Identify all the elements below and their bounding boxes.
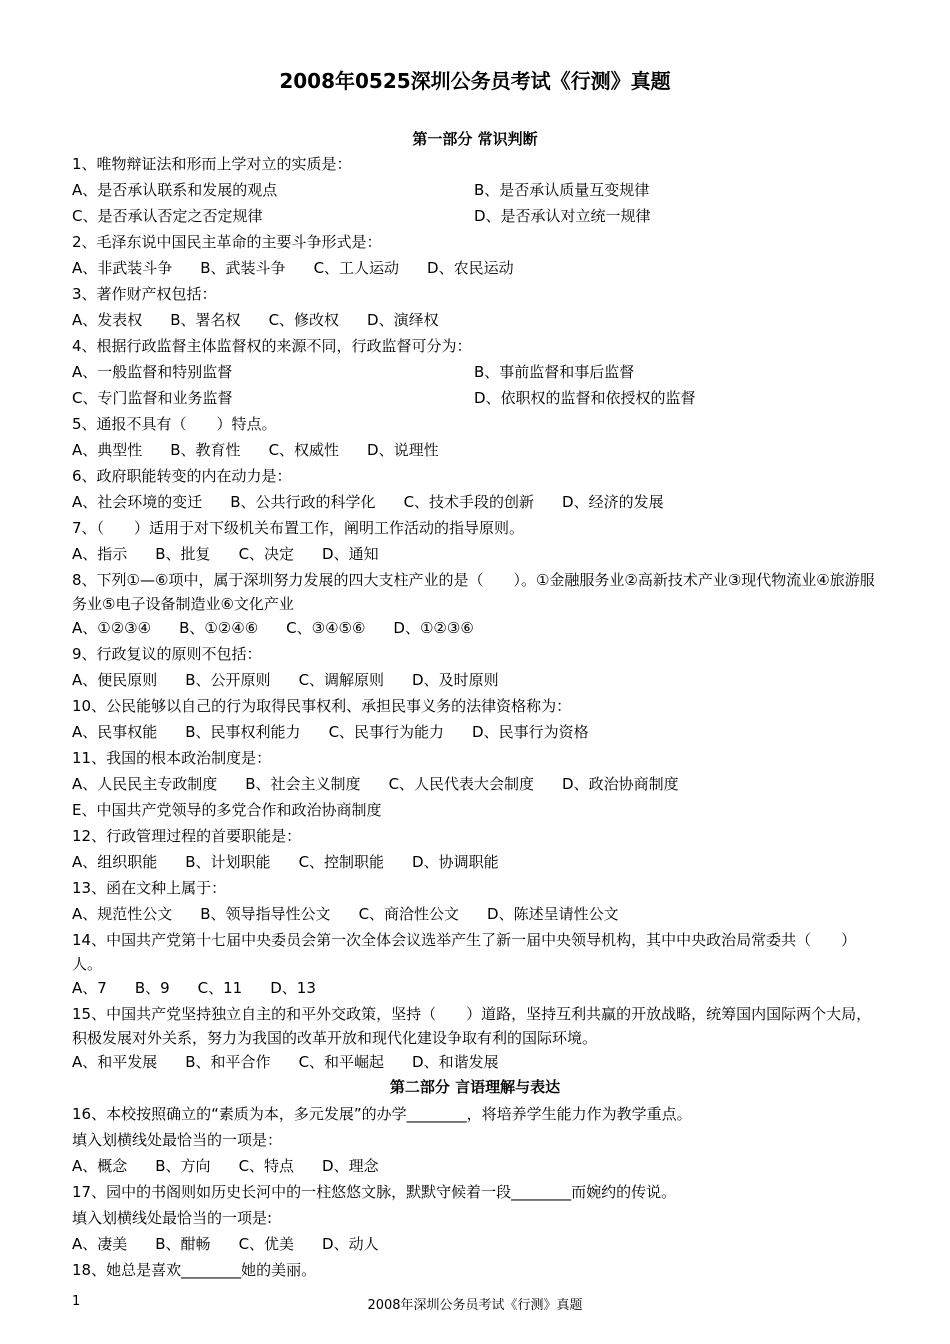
question-13: 13、函在文种上属于： bbox=[72, 879, 227, 897]
option-1a: A、是否承认联系和发展的观点 bbox=[72, 181, 278, 199]
options-8 bbox=[72, 617, 502, 639]
question-2: 2、毛泽东说中国民主革命的主要斗争形式是： bbox=[72, 233, 382, 251]
option: B、和平合作 bbox=[185, 1053, 271, 1071]
option: B、批复 bbox=[155, 545, 211, 563]
question-10: 10、公民能够以自己的行为取得民事权利、承担民事义务的法律资格称为： bbox=[72, 697, 572, 715]
question-14: 14、中国共产党第十七届中央委员会第一次全体会议选举产生了新一届中央领导机构，其中中央政治局常委共（ ）人。 bbox=[72, 931, 857, 973]
question-6: 6、政府职能转变的内在动力是： bbox=[72, 467, 292, 485]
option: A、民事权能 bbox=[72, 723, 158, 741]
section-heading-1: 第一部分 常识判断 bbox=[412, 130, 538, 148]
question-11: 11、我国的根本政治制度是： bbox=[72, 749, 272, 767]
options-15 bbox=[72, 1051, 527, 1073]
question-8: 8、下列①—⑥项中，属于深圳努力发展的四大支柱产业的是（ ）。①金融服务业②高新技术产业③现代物流业④旅游服务业⑤电子设备制造业⑥文化产业 bbox=[72, 571, 875, 613]
option: A、概念 bbox=[72, 1157, 128, 1175]
option: D、民事行为资格 bbox=[472, 723, 589, 741]
option: D、通知 bbox=[322, 545, 379, 563]
option: D、①②③⑥ bbox=[393, 619, 474, 637]
option: D、农民运动 bbox=[427, 259, 514, 277]
option: B、计划职能 bbox=[185, 853, 271, 871]
option: D、动人 bbox=[322, 1235, 379, 1253]
option: A、非武装斗争 bbox=[72, 259, 173, 277]
option: D、13 bbox=[270, 979, 316, 997]
option: C、权威性 bbox=[268, 441, 340, 459]
question-9: 9、行政复议的原则不包括： bbox=[72, 645, 262, 663]
options-9 bbox=[72, 669, 527, 691]
options-6 bbox=[72, 491, 692, 513]
option: B、领导指导性公文 bbox=[200, 905, 331, 923]
option: A、7 bbox=[72, 979, 107, 997]
option: D、政治协商制度 bbox=[562, 775, 679, 793]
fill-instruction-16: 填入划横线处最恰当的一项是： bbox=[72, 1131, 283, 1149]
question-3: 3、著作财产权包括： bbox=[72, 285, 217, 303]
question-17: 17、园中的书阁则如历史长河中的一柱悠悠文脉，默默守候着一段________而婉约的传说。 bbox=[72, 1183, 677, 1201]
option: B、公开原则 bbox=[185, 671, 271, 689]
option: B、方向 bbox=[155, 1157, 211, 1175]
option: D、和谐发展 bbox=[412, 1053, 499, 1071]
page-number: 1 bbox=[72, 1294, 81, 1309]
option-4c: C、专门监督和业务监督 bbox=[72, 389, 233, 407]
option: A、便民原则 bbox=[72, 671, 158, 689]
option: A、人民民主专政制度 bbox=[72, 775, 218, 793]
question-1: 1、唯物辩证法和形而上学对立的实质是： bbox=[72, 155, 352, 173]
option: C、商洽性公文 bbox=[358, 905, 460, 923]
option: C、和平崛起 bbox=[298, 1053, 385, 1071]
option: C、11 bbox=[197, 979, 243, 997]
option: D、经济的发展 bbox=[562, 493, 664, 511]
option: D、说理性 bbox=[367, 441, 439, 459]
option: B、民事权利能力 bbox=[185, 723, 301, 741]
options-10 bbox=[72, 721, 617, 743]
option: B、署名权 bbox=[170, 311, 241, 329]
option: A、典型性 bbox=[72, 441, 143, 459]
option: C、决定 bbox=[238, 545, 295, 563]
option: A、社会环境的变迁 bbox=[72, 493, 203, 511]
options-2 bbox=[72, 257, 542, 279]
option: C、工人运动 bbox=[313, 259, 400, 277]
option: A、凄美 bbox=[72, 1235, 128, 1253]
options-17 bbox=[72, 1233, 407, 1255]
option-4b: B、事前监督和事后监督 bbox=[474, 363, 635, 381]
question-16: 16、本校按照确立的“素质为本，多元发展”的办学________，将培养学生能力作为教学重点。 bbox=[72, 1105, 692, 1123]
option: B、①②④⑥ bbox=[179, 619, 259, 637]
question-7: 7、（ ）适用于对下级机关布置工作，阐明工作活动的指导原则。 bbox=[72, 519, 525, 537]
options-7 bbox=[72, 543, 407, 565]
options-14 bbox=[72, 977, 344, 999]
option: C、民事行为能力 bbox=[328, 723, 445, 741]
option-1c: C、是否承认否定之否定规律 bbox=[72, 207, 263, 225]
question-15: 15、中国共产党坚持独立自主的和平外交政策，坚持（ ）道路，坚持互利共赢的开放战略，统筹国内国际两个大局，积极发展对外关系，努力为我国的改革开放和现代化建设争取有利的国际环境。 bbox=[72, 1005, 872, 1047]
option: A、规范性公文 bbox=[72, 905, 173, 923]
option-1d: D、是否承认对立统一规律 bbox=[474, 207, 651, 225]
option-4a: A、一般监督和特别监督 bbox=[72, 363, 233, 381]
option: C、优美 bbox=[238, 1235, 295, 1253]
options-13 bbox=[72, 903, 647, 925]
options-5 bbox=[72, 439, 467, 461]
option-4d: D、依职权的监督和依授权的监督 bbox=[474, 389, 696, 407]
option-11e: E、中国共产党领导的多党合作和政治协商制度 bbox=[72, 801, 382, 819]
options-3 bbox=[72, 309, 467, 331]
footer-title: 2008年深圳公务员考试《行测》真题 bbox=[367, 1298, 583, 1313]
option: C、人民代表大会制度 bbox=[388, 775, 535, 793]
option: C、③④⑤⑥ bbox=[286, 619, 366, 637]
option: B、武装斗争 bbox=[200, 259, 286, 277]
option: D、陈述呈请性公文 bbox=[487, 905, 619, 923]
option: B、社会主义制度 bbox=[245, 775, 361, 793]
option: B、9 bbox=[134, 979, 170, 997]
section-heading-2: 第二部分 言语理解与表达 bbox=[389, 1078, 561, 1096]
option: A、和平发展 bbox=[72, 1053, 158, 1071]
option: D、演绎权 bbox=[367, 311, 439, 329]
question-12: 12、行政管理过程的首要职能是： bbox=[72, 827, 302, 845]
options-12 bbox=[72, 851, 527, 873]
question-18: 18、她总是喜欢________她的美丽。 bbox=[72, 1261, 317, 1279]
question-5: 5、通报不具有（ ）特点。 bbox=[72, 415, 277, 433]
options-16 bbox=[72, 1155, 407, 1177]
option: A、指示 bbox=[72, 545, 128, 563]
option: C、控制职能 bbox=[298, 853, 385, 871]
option: A、发表权 bbox=[72, 311, 143, 329]
option: C、特点 bbox=[238, 1157, 295, 1175]
option: A、①②③④ bbox=[72, 619, 152, 637]
option: C、修改权 bbox=[268, 311, 340, 329]
options-11 bbox=[72, 773, 707, 795]
option-1b: B、是否承认质量互变规律 bbox=[474, 181, 650, 199]
option: C、调解原则 bbox=[298, 671, 385, 689]
option: A、组织职能 bbox=[72, 853, 158, 871]
document-title: 2008年0525深圳公务员考试《行测》真题 bbox=[279, 69, 671, 93]
option: B、公共行政的科学化 bbox=[230, 493, 376, 511]
option: D、协调职能 bbox=[412, 853, 499, 871]
option: D、理念 bbox=[322, 1157, 379, 1175]
option: D、及时原则 bbox=[412, 671, 499, 689]
question-4: 4、根据行政监督主体监督权的来源不同，行政监督可分为： bbox=[72, 337, 472, 355]
fill-instruction-17: 填入划横线处最恰当的一项是: bbox=[72, 1209, 273, 1227]
option: B、酣畅 bbox=[155, 1235, 211, 1253]
option: C、技术手段的创新 bbox=[403, 493, 535, 511]
option: B、教育性 bbox=[170, 441, 241, 459]
